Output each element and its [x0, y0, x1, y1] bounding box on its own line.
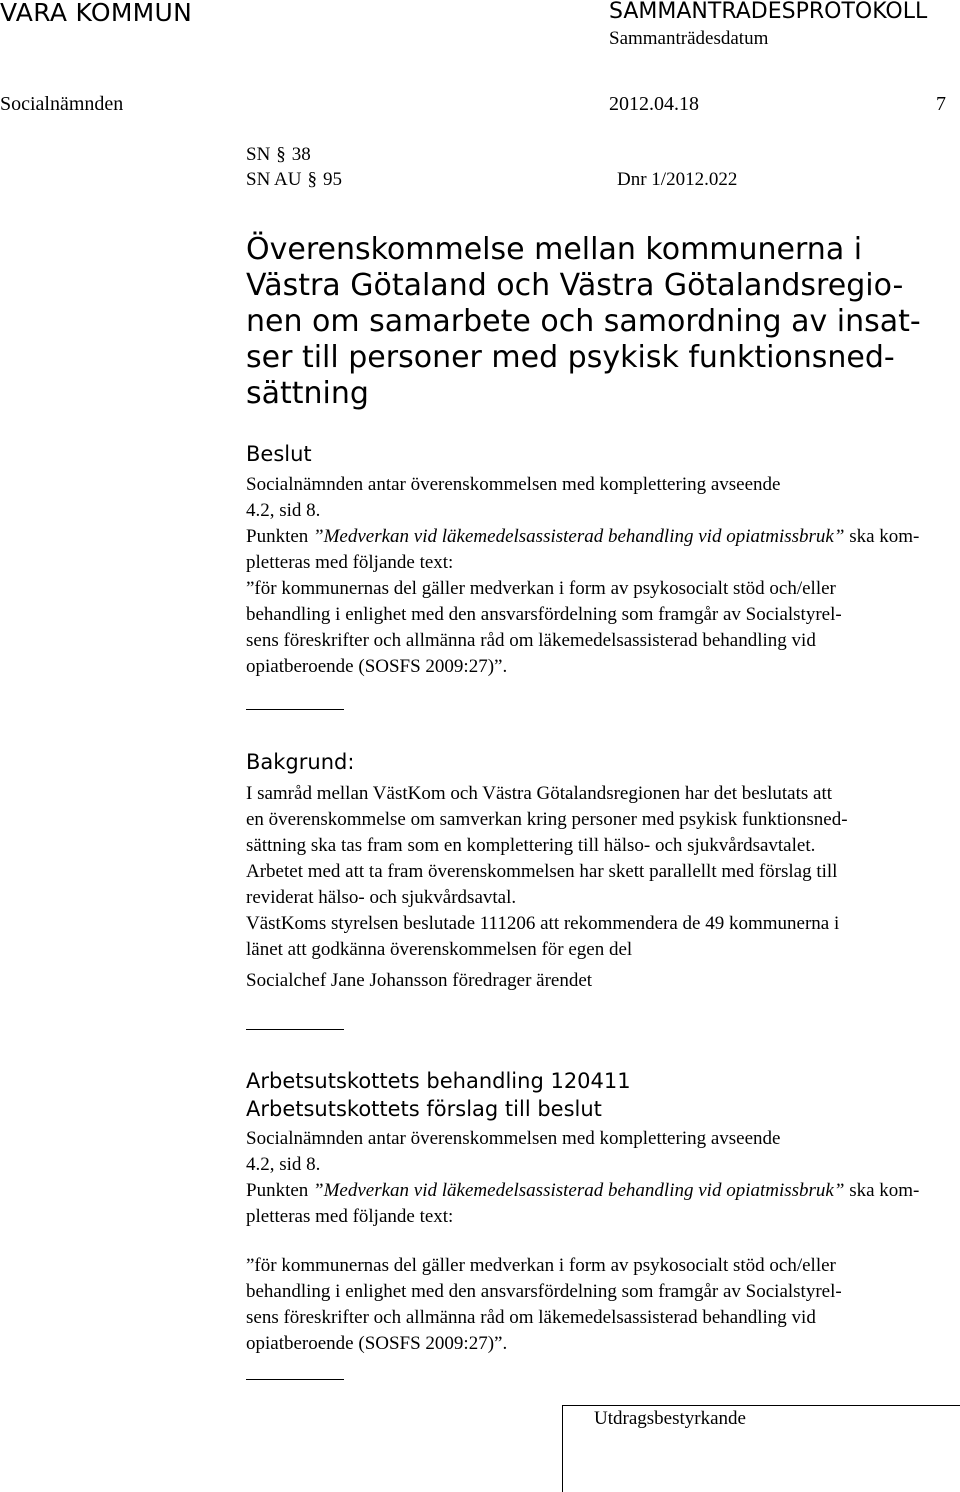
org-name: VARA KOMMUN	[0, 0, 193, 27]
au-quote-line: opiatberoende (SOSFS 2009:27)”.	[246, 1333, 508, 1354]
punkten-suffix: ska kom-	[844, 526, 920, 547]
au-line: Socialnämnden antar överenskommelsen med komplettering avseende	[246, 1128, 781, 1149]
title-line: Västra Götaland och Västra Götalandsregio-	[246, 268, 904, 303]
sn-reference	[246, 144, 311, 166]
bakgrund-line: en överenskommelse om samverkan kring personer med psykisk funktionsned-	[246, 809, 848, 830]
au-punkten	[246, 1178, 946, 1204]
title-line: nen om samarbete och samordning av insat-	[246, 304, 921, 339]
page-number: 7	[936, 93, 946, 115]
au-heading-proposal: Arbetsutskottets förslag till beslut	[246, 1097, 602, 1121]
au-line: pletteras med följande text:	[246, 1206, 454, 1227]
au-quote-line: behandling i enlighet med den ansvarsfördelning som framgår av Socialstyrel-	[246, 1281, 842, 1302]
bakgrund-line: reviderat hälso- och sjukvårdsavtal.	[246, 887, 517, 908]
au-line: 4.2, sid 8.	[246, 1154, 321, 1175]
punkten-prefix: Punkten	[246, 1180, 314, 1201]
beslut-quote-line: ”för kommunernas del gäller medverkan i form av psykosocialt stöd och/eller	[246, 578, 836, 599]
presenter-line: Socialchef Jane Johansson föredrager ärendet	[246, 970, 593, 991]
beslut-punkten	[246, 524, 946, 550]
punkten-italic: ”Medverkan vid läkemedelsassisterad behandling vid opiatmissbruk”	[313, 1180, 845, 1201]
beslut-quote-line: behandling i enlighet med den ansvarsfördelning som framgår av Socialstyrel-	[246, 604, 842, 625]
punkten-prefix: Punkten	[246, 526, 314, 547]
snau-prefix: SN AU	[246, 169, 302, 190]
doc-type: SAMMANTRÄDESPROTOKOLL	[609, 0, 928, 24]
bakgrund-line: sättning ska tas fram som en komplettering till hälso- och sjukvårdsavtalet.	[246, 835, 816, 856]
divider-line	[246, 1029, 344, 1030]
bakgrund-heading: Bakgrund:	[246, 750, 355, 774]
section-icon: §	[307, 169, 317, 190]
meta-row	[0, 93, 946, 121]
title-line: Överenskommelse mellan kommunerna i	[246, 232, 863, 267]
beslut-line: pletteras med följande text:	[246, 552, 454, 573]
title-line: sättning	[246, 376, 369, 411]
beslut-quote-line: opiatberoende (SOSFS 2009:27)”.	[246, 656, 508, 677]
bakgrund-line: I samråd mellan VästKom och Västra Götalandsregionen har det beslutats att	[246, 783, 833, 804]
dnr: Dnr 1/2012.022	[617, 169, 738, 190]
sn-number: 38	[291, 144, 311, 165]
beslut-text	[246, 472, 946, 680]
au-quote-line: ”för kommunernas del gäller medverkan i form av psykosocialt stöd och/eller	[246, 1255, 836, 1276]
bakgrund-line: länet att godkänna överenskommelsen för egen del	[246, 939, 633, 960]
meeting-date-label: Sammanträdesdatum	[609, 28, 769, 49]
divider-line	[246, 709, 344, 710]
sn-prefix: SN	[246, 144, 271, 165]
au-quote	[246, 1253, 946, 1357]
bakgrund-line: Arbetet med att ta fram överenskommelsen har skett parallellt med förslag till	[246, 861, 838, 882]
section-icon: §	[276, 144, 286, 165]
punkten-italic: ”Medverkan vid läkemedelsassisterad behandling vid opiatmissbruk”	[313, 526, 845, 547]
snau-number: 95	[322, 169, 342, 190]
document-title	[246, 232, 946, 412]
au-heading-treatment: Arbetsutskottets behandling 120411	[246, 1069, 631, 1093]
punkten-suffix: ska kom-	[844, 1180, 920, 1201]
title-line: ser till personer med psykisk funktionsned-	[246, 340, 895, 375]
beslut-quote-line: sens föreskrifter och allmänna råd om läkemedelsassisterad behandling vid	[246, 630, 816, 651]
divider-line	[246, 1379, 344, 1380]
bakgrund-text	[246, 781, 946, 963]
certification-label: Utdragsbestyrkande	[594, 1408, 746, 1429]
beslut-line: Socialnämnden antar överenskommelsen med komplettering avseende	[246, 474, 781, 495]
beslut-line: 4.2, sid 8.	[246, 500, 321, 521]
beslut-heading: Beslut	[246, 442, 312, 466]
meeting-date: 2012.04.18	[609, 93, 699, 115]
bakgrund-line: VästKoms styrelsen beslutade 111206 att rekommendera de 49 kommunerna i	[246, 913, 840, 934]
au-quote-line: sens föreskrifter och allmänna råd om läkemedelsassisterad behandling vid	[246, 1307, 816, 1328]
snau-reference	[246, 169, 342, 191]
committee-name: Socialnämnden	[0, 93, 124, 115]
au-text	[246, 1126, 946, 1230]
